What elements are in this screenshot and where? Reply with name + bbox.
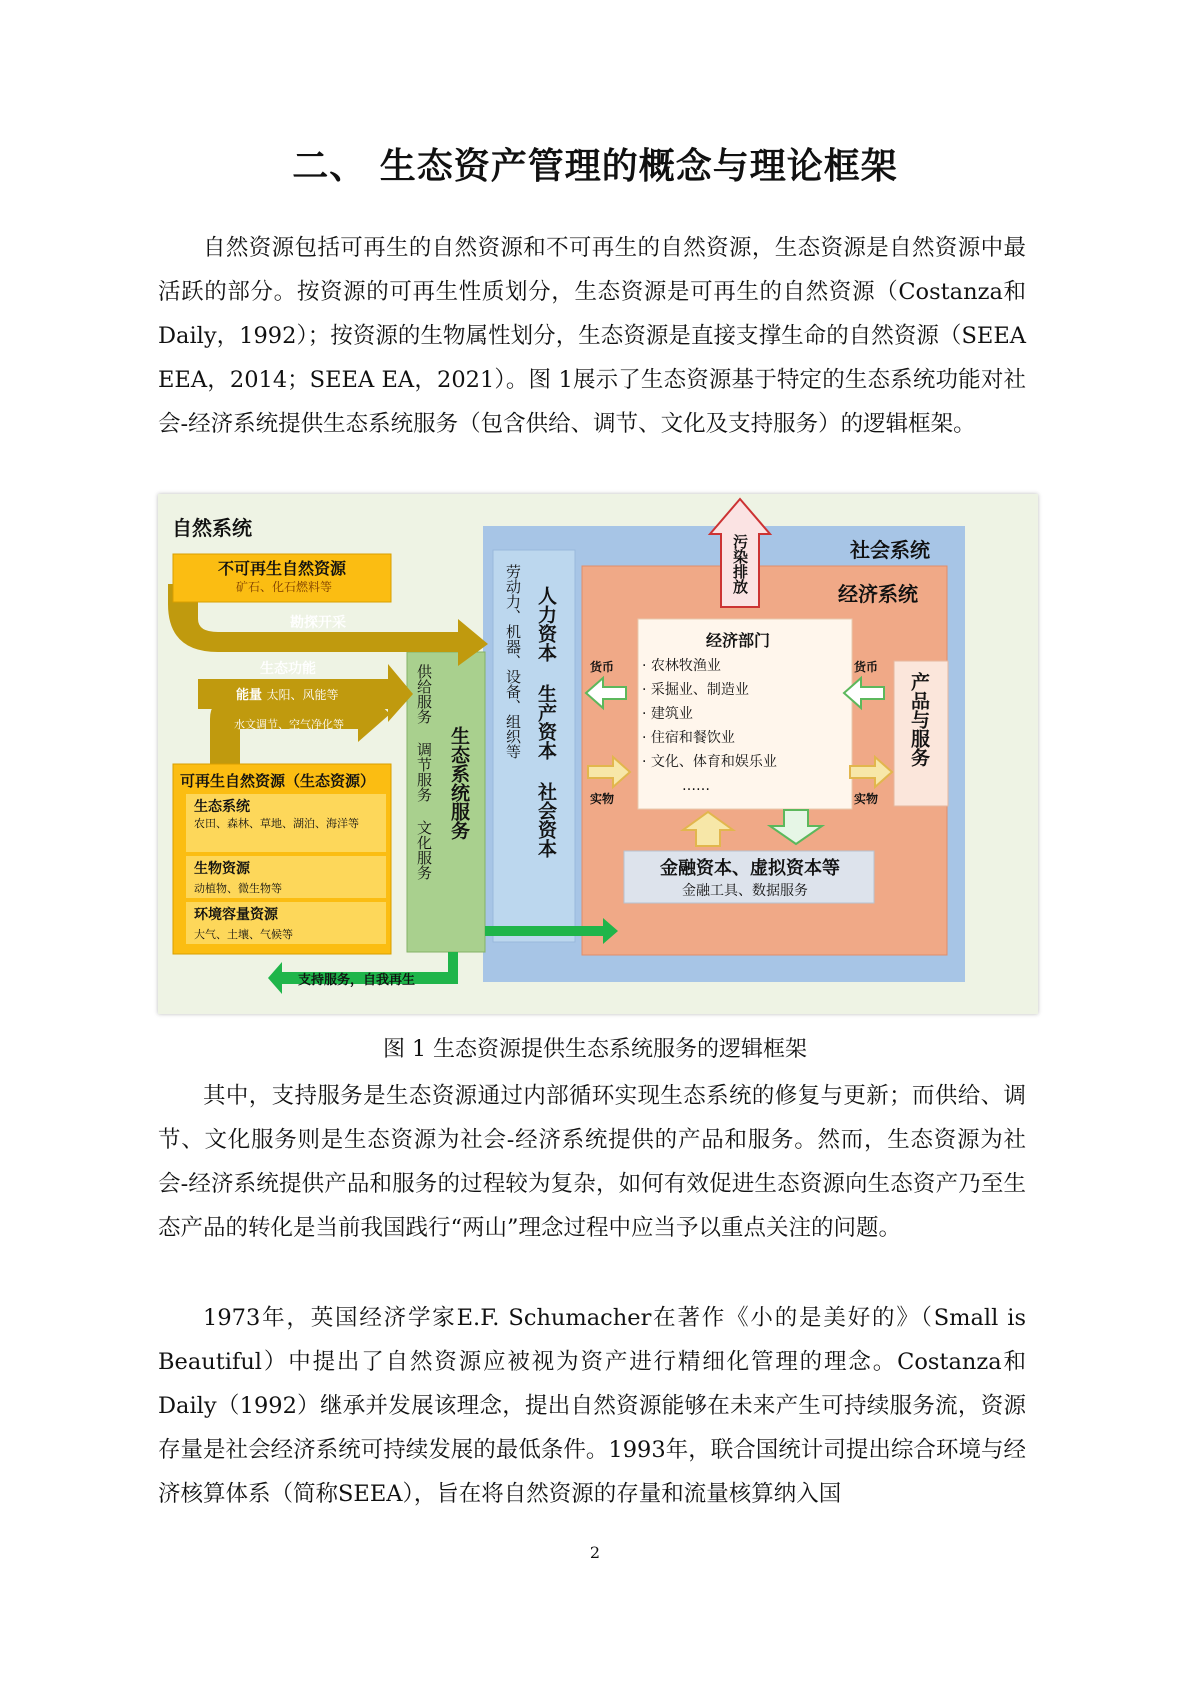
function-title: 生态功能: [260, 661, 316, 677]
function-sub: 水文调节、空气净化等: [234, 718, 344, 731]
bio-title: 生物资源: [194, 861, 250, 877]
econ-item: ……: [682, 778, 710, 794]
paragraph-3: 1973年，英国经济学家E.F. Schumacher在著作《小的是美好的》（Small is Beautiful）中提出了自然资源应被视为资产进行精细化管理的理念。Costanza和Daily（1992）继承并发展该理念，提出自然资源能够在未来产生可持续服务流，资源存量是社会经济系统可持续发展的最低条件。1993年，联合国统计司提出综合环境与经济核算体系（简称SEEA），旨在将自然资源的存量和流量核算纳入国: [158, 1305, 1026, 1507]
ecosystem-framework-figure: [158, 494, 1038, 1014]
renewable-title: 可再生自然资源（生态资源）: [180, 772, 376, 790]
capital-big: 人力资本 生产资本 社会资本: [535, 586, 557, 858]
natural-system-label: 自然系统: [172, 516, 252, 540]
bio-sub: 动植物、微生物等: [194, 882, 282, 895]
intro-paragraph: 自然资源包括可再生的自然资源和不可再生的自然资源，生态资源是自然资源中最活跃的部分。按资源的可再生性质划分，生态资源是可再生的自然资源（Costanza和Daily，1992）；按资源的生物属性划分，生态资源是直接支撑生命的自然资源（SEEA EEA，2014；SEEA EA，2021）。图 1展示了生态资源基于特定的生态系统功能对社会-经济系统提供生态系统服务（包含供给、调节、文化及支持服务）的逻辑框架。: [158, 235, 1026, 437]
energy-label: 能量 太阳、风能等: [236, 688, 339, 703]
goods-right: 实物: [854, 792, 879, 806]
econ-item: · 采掘业、制造业: [642, 682, 749, 698]
money-left: 货币: [590, 660, 615, 674]
finance-sub: 金融工具、数据服务: [682, 883, 808, 899]
services-big: 生态系统服务: [448, 726, 470, 840]
page-number: 2: [589, 1543, 601, 1562]
eco-system-title: 生态系统: [194, 799, 250, 815]
mining-label: 勘探开采: [290, 615, 346, 631]
money-right: 货币: [854, 660, 879, 674]
pollution-label: 污染排放: [731, 534, 749, 594]
social-system-label: 社会系统: [850, 538, 930, 562]
env-title: 环境容量资源: [194, 907, 278, 923]
finance-title: 金融资本、虚拟资本等: [660, 858, 840, 879]
support-label: 支持服务，自我再生: [298, 973, 416, 988]
products-label: 产品与服务: [908, 672, 930, 767]
page-title: 二、 生态资产管理的概念与理论框架: [292, 146, 898, 187]
env-sub: 大气、土壤、气候等: [194, 928, 293, 941]
nonrenewable-title: 不可再生自然资源: [218, 559, 347, 578]
figure-caption: 图 1 生态资源提供生态系统服务的逻辑框架: [383, 1037, 807, 1062]
econ-items: [642, 654, 777, 798]
econ-item: · 住宿和餐饮业: [642, 730, 735, 746]
goods-left: 实物: [590, 792, 615, 806]
econ-dept-title: 经济部门: [706, 631, 771, 650]
econ-item: · 农林牧渔业: [642, 658, 721, 674]
econ-item: · 文化、体育和娱乐业: [642, 754, 777, 770]
paragraph-2: 其中，支持服务是生态资源通过内部循环实现生态系统的修复与更新；而供给、调节、文化服务则是生态资源为社会-经济系统提供的产品和服务。然而，生态资源为社会-经济系统提供产品和服务的过程较为复杂，如何有效促进生态资源向生态资产乃至生态产品的转化是当前我国践行“两山”理念过程中应当予以重点关注的问题。: [158, 1083, 1026, 1241]
nonrenewable-sub: 矿石、化石燃料等: [236, 580, 333, 594]
econ-item: · 建筑业: [642, 706, 693, 722]
capital-small: 劳动力、机器、设备、组织等: [504, 564, 522, 759]
economic-system-label: 经济系统: [838, 582, 918, 606]
eco-system-sub: 农田、森林、草地、湖泊、海洋等: [194, 817, 359, 830]
services-small: 供给服务 调节服务 文化服务: [415, 664, 433, 880]
